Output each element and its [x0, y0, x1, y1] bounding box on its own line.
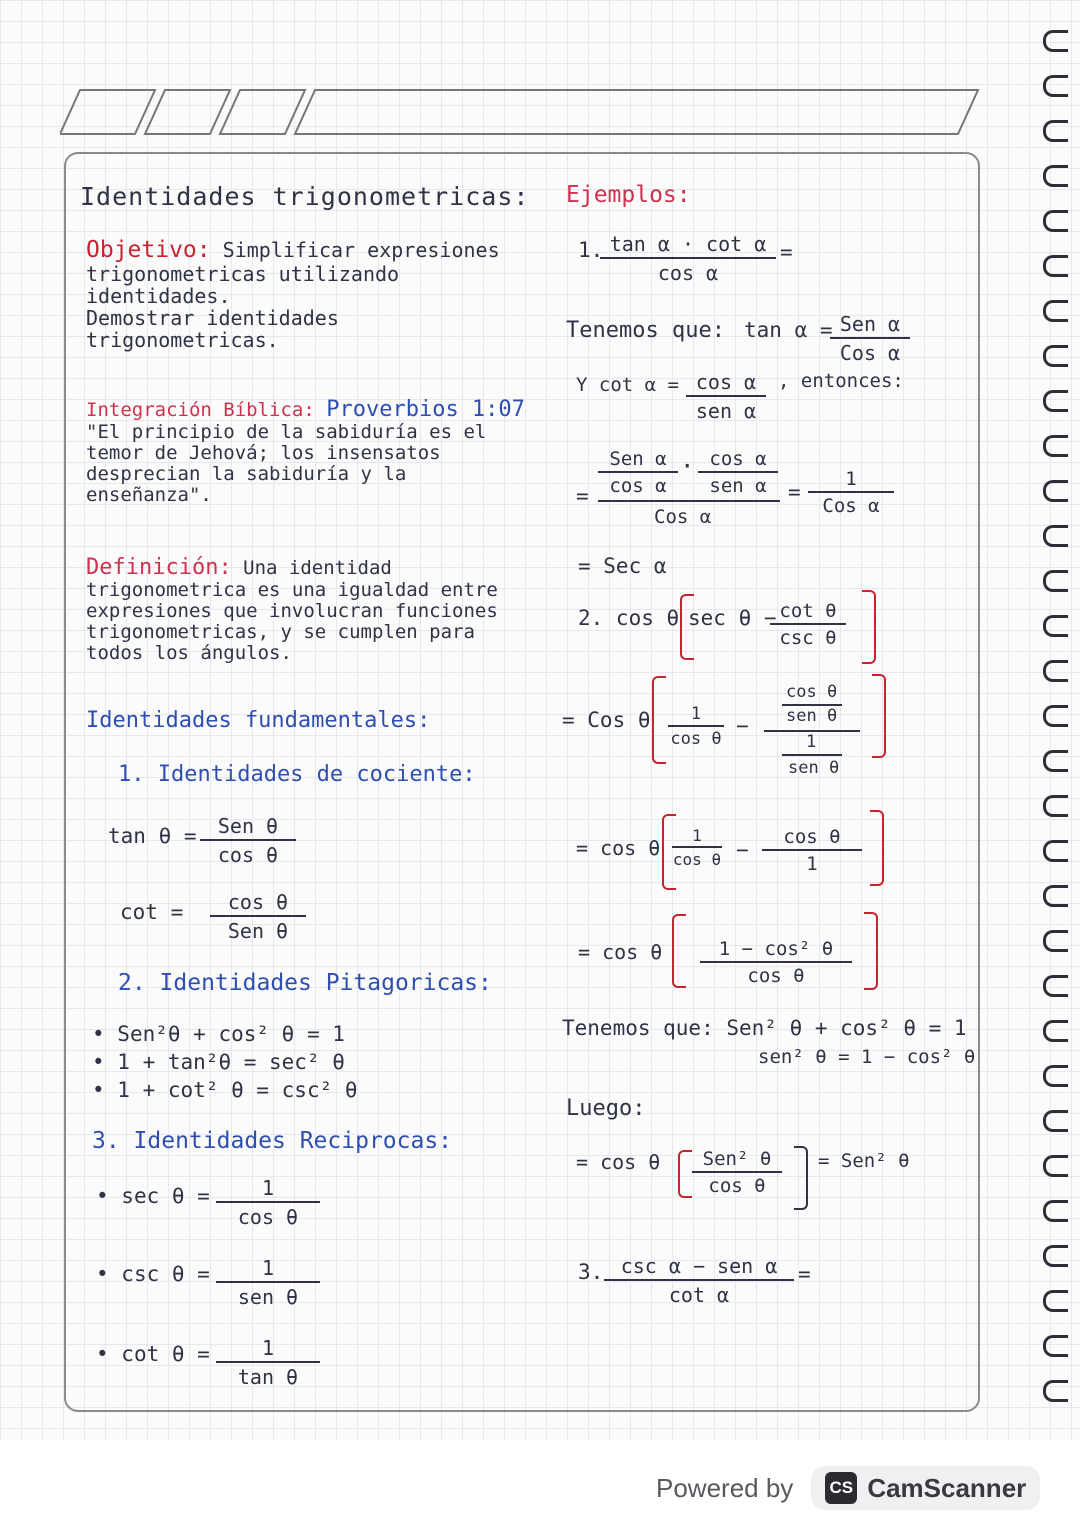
- step-1-right-top: cos θ: [786, 682, 838, 702]
- integration-quote: "El principio de la sabiduría es el temor de Jehová; los insensatos desprecian la sabiduría y la enseñanza".: [86, 421, 487, 506]
- camscanner-logo-icon: CS: [825, 1472, 857, 1504]
- step-1-right-bottom: sen θ: [788, 758, 840, 778]
- big-result-numerator: 1: [808, 468, 894, 493]
- example-1-numerator: tan α · cot α: [600, 232, 776, 259]
- sec-identity-fraction: [216, 1176, 320, 1229]
- spiral-ring: [1043, 570, 1068, 592]
- step-1-denominator: cos θ: [670, 729, 722, 749]
- then-label: , entonces:: [778, 370, 904, 392]
- cot-identity-denominator: Sen θ: [227, 919, 289, 943]
- example-3-fraction: [604, 1254, 794, 1307]
- spiral-ring: [1043, 885, 1068, 907]
- ex2-right-bracket: [862, 590, 876, 664]
- integration-reference: Proverbios 1:07: [326, 397, 525, 422]
- big-fraction-right-inner: [698, 448, 778, 497]
- csc-identity-label: • csc θ =: [96, 1262, 210, 1286]
- pythagorean-heading: 2. Identidades Pitagoricas:: [118, 970, 492, 996]
- csc-identity-denominator: sen θ: [237, 1285, 299, 1309]
- sec-identity-denominator: cos θ: [237, 1205, 299, 1229]
- spiral-ring: [1043, 1335, 1068, 1357]
- example-2-numerator: cot θ: [770, 600, 846, 625]
- integration-block: [86, 398, 536, 506]
- csc-identity-numerator: 1: [216, 1256, 320, 1283]
- cot-reciprocal-denominator: tan θ: [237, 1365, 299, 1389]
- step-2-numerator: 1: [672, 826, 722, 848]
- sine-squared-relation: sen² θ = 1 − cos² θ: [758, 1046, 976, 1068]
- cot-reciprocal-fraction: [216, 1336, 320, 1389]
- example-3-denominator: cot α: [668, 1283, 730, 1307]
- spiral-ring: [1043, 1110, 1068, 1132]
- spiral-ring: [1043, 435, 1068, 457]
- cot-identity-numerator: cos θ: [210, 890, 306, 917]
- tan-def-numerator: Sen α: [830, 312, 910, 339]
- spiral-ring: [1043, 210, 1068, 232]
- powered-by-text: Powered by: [656, 1472, 794, 1503]
- sec-identity-numerator: 1: [216, 1176, 320, 1203]
- definition-label: Definición:: [86, 555, 232, 580]
- cot-def-label: Y cot α =: [576, 374, 679, 396]
- big-main-denominator: Cos α: [654, 506, 712, 528]
- spiral-ring: [1043, 1380, 1068, 1402]
- then-luego-label: Luego:: [566, 1096, 646, 1121]
- quotient-heading: 1. Identidades de cociente:: [118, 762, 476, 787]
- tan-def-label: tan α =: [744, 318, 833, 342]
- big-denominator-2: sen α: [709, 475, 767, 497]
- example-1-fraction: [600, 232, 776, 285]
- spiral-ring: [1043, 1155, 1068, 1177]
- spiral-ring: [1043, 300, 1068, 322]
- example-1-equals: =: [780, 240, 793, 264]
- example-3-equals: =: [798, 1262, 811, 1286]
- examples-heading: Ejemplos:: [566, 182, 691, 208]
- step-2-right-bracket: [870, 810, 884, 886]
- example-2-fraction: [770, 600, 846, 649]
- spiral-ring: [1043, 660, 1068, 682]
- big-result-equals: =: [788, 480, 801, 504]
- spiral-ring: [1043, 840, 1068, 862]
- step-1-right-bracket: [872, 674, 886, 758]
- big-numerator-1: Sen α: [598, 448, 678, 473]
- spiral-ring: [1043, 30, 1068, 52]
- example-1-label: 1.: [578, 238, 604, 262]
- objective-label: Objetivo:: [86, 237, 211, 263]
- we-have-pythagorean: Tenemos que: Sen² θ + cos² θ = 1: [562, 1016, 967, 1040]
- spiral-ring: [1043, 975, 1068, 997]
- spiral-ring: [1043, 1200, 1068, 1222]
- definition-text: Una identidad trigonometrica es una igualdad entre expresiones que involucran funciones trigonometricas, y se cumplen para todos los ángulos.: [86, 557, 498, 664]
- csc-identity-fraction: [216, 1256, 320, 1309]
- cot-identity-fraction: [210, 890, 306, 943]
- tan-identity-fraction: [200, 814, 296, 867]
- we-have-label: Tenemos que:: [566, 318, 725, 343]
- pythagorean-item-3: • 1 + cot² θ = csc² θ: [92, 1078, 358, 1102]
- spiral-ring: [1043, 615, 1068, 637]
- cot-def-numerator: cos α: [686, 370, 766, 397]
- step-4-fraction: [692, 1148, 782, 1197]
- step-1-right-mid: sen θ: [786, 706, 838, 726]
- cot-identity-label: cot =: [120, 900, 184, 924]
- step-2-right-fraction: [762, 826, 862, 875]
- step-2-minus: −: [736, 838, 749, 862]
- camscanner-badge: [811, 1466, 1040, 1510]
- spiral-ring: [1043, 345, 1068, 367]
- step-1-left-bracket: [652, 676, 666, 764]
- pythagorean-item-1: • Sen²θ + cos² θ = 1: [92, 1022, 345, 1046]
- cot-def-fraction: [686, 370, 766, 423]
- step-3-fraction: [700, 938, 852, 987]
- integration-label: Integración Bíblica:: [86, 399, 315, 421]
- spiral-ring: [1043, 1290, 1068, 1312]
- example-2-sec: sec θ −: [688, 606, 777, 630]
- step-4-prefix: = cos θ: [576, 1150, 661, 1174]
- example-2-denominator: csc θ: [779, 627, 837, 649]
- spiral-ring: [1043, 1065, 1068, 1087]
- spiral-ring: [1043, 705, 1068, 727]
- tan-def-fraction: [830, 312, 910, 365]
- tan-identity-numerator: Sen θ: [200, 814, 296, 841]
- big-fraction-left-inner: [598, 448, 678, 497]
- big-result-denominator: Cos α: [822, 495, 880, 517]
- tan-identity-denominator: cos θ: [217, 843, 279, 867]
- spiral-ring: [1043, 525, 1068, 547]
- big-result-fraction: [808, 468, 894, 517]
- big-main-fraction-bar: [598, 500, 780, 502]
- spiral-ring: [1043, 795, 1068, 817]
- step-2-right-denominator: 1: [806, 853, 818, 875]
- step-4-denominator: cos θ: [708, 1175, 766, 1197]
- fundamentals-heading: Identidades fundamentales:: [86, 708, 431, 733]
- example-1-denominator: cos α: [657, 261, 719, 285]
- step-3-left-bracket: [672, 914, 686, 988]
- step-1-fraction: [668, 704, 724, 749]
- cot-reciprocal-numerator: 1: [216, 1336, 320, 1363]
- step-1-prefix: = Cos θ: [562, 708, 651, 732]
- spiral-ring: [1043, 1020, 1068, 1042]
- step-4-result: = Sen² θ: [818, 1150, 910, 1172]
- spiral-ring: [1043, 75, 1068, 97]
- step-3-denominator: cos θ: [747, 965, 805, 987]
- step-2-right-numerator: cos θ: [762, 826, 862, 851]
- example-2-label: 2. cos θ: [578, 606, 680, 630]
- step-3-numerator: 1 − cos² θ: [700, 938, 852, 963]
- spiral-ring: [1043, 255, 1068, 277]
- step-1-lower-bar: [782, 754, 842, 756]
- pythagorean-item-2: • 1 + tan²θ = sec² θ: [92, 1050, 345, 1074]
- reciprocal-heading: 3. Identidades Reciprocas:: [92, 1128, 453, 1154]
- spiral-ring: [1043, 390, 1068, 412]
- example-3-numerator: csc α − sen α: [604, 1254, 794, 1281]
- spiral-binding: [1028, 20, 1068, 1420]
- camscanner-brand: CamScanner: [867, 1472, 1027, 1503]
- objective-block: [86, 238, 536, 351]
- camscanner-watermark: [656, 1462, 1040, 1514]
- step-2-fraction: [672, 826, 722, 869]
- step-3-right-bracket: [864, 912, 878, 990]
- step-4-numerator: Sen² θ: [692, 1148, 782, 1173]
- big-equals: =: [576, 484, 589, 508]
- big-denominator-1: cos α: [609, 475, 667, 497]
- step-2-denominator: cos θ: [672, 850, 722, 869]
- step-4-right-bracket: [794, 1146, 808, 1210]
- sec-identity-label: • sec θ =: [96, 1184, 210, 1208]
- spiral-ring: [1043, 1245, 1068, 1267]
- tan-def-denominator: Cos α: [839, 341, 901, 365]
- cot-def-denominator: sen α: [695, 399, 757, 423]
- step-1-numerator: 1: [668, 704, 724, 727]
- spiral-ring: [1043, 120, 1068, 142]
- spiral-ring: [1043, 165, 1068, 187]
- definition-block: [86, 556, 536, 664]
- big-numerator-2: cos α: [698, 448, 778, 473]
- tan-identity-label: tan θ =: [108, 824, 197, 848]
- spiral-ring: [1043, 750, 1068, 772]
- step-1-minus: −: [736, 714, 749, 738]
- spiral-ring: [1043, 930, 1068, 952]
- objective-text-2: Demostrar identidades trigonometricas.: [86, 306, 339, 353]
- big-dot: ·: [680, 452, 695, 480]
- step-4-left-bracket: [678, 1150, 692, 1198]
- notes-title: Identidades trigonometricas:: [80, 182, 530, 211]
- spiral-ring: [1043, 480, 1068, 502]
- step-1-right-one: 1: [806, 732, 817, 752]
- header-boxes: [60, 88, 980, 138]
- objective-text: Simplificar expresiones trigonometricas utilizando identidades.: [86, 238, 500, 309]
- sec-result: = Sec α: [578, 554, 667, 578]
- example-3-label: 3.: [578, 1260, 604, 1284]
- step-2-prefix: = cos θ: [576, 836, 661, 860]
- step-3-prefix: = cos θ: [578, 940, 663, 964]
- cot-reciprocal-label: • cot θ =: [96, 1342, 210, 1366]
